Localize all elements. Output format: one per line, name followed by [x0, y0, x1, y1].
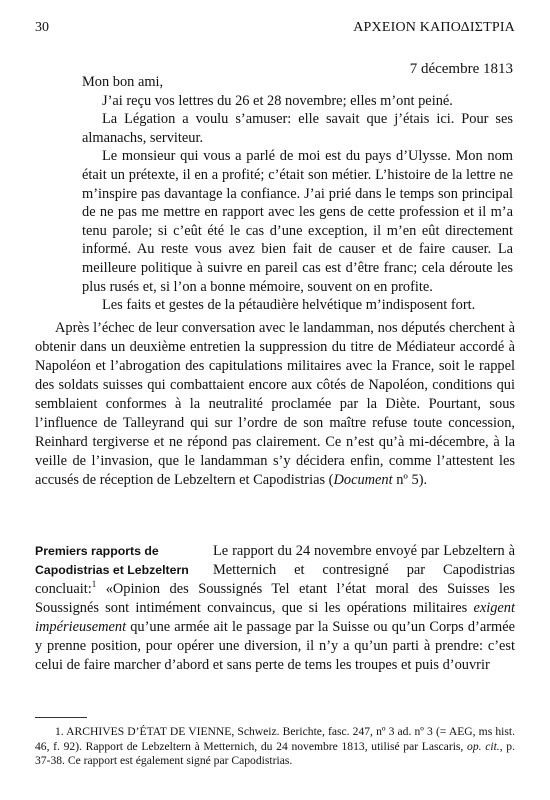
- section-paragraph: Le rapport du 24 novembre envoyé par Lebzeltern à Metternich et contresigné par Capodistrias concluait:$^1$ «Opinion des Soussignés Tel etant l’état moral des Suisses les Soussignés sont intimément convaincus, que si les opérations militaires exigent impérieusement qu’une armée ait le passage par la Suisse ou qu’un Corps d’armée y prenne position, pour opérer une diversion, il n’y a qu’un parti à prendre: c’est celui de faire marcher d’abord et sans perte de tems les troupes et puis d’ouvrir: [35, 543, 515, 673]
- page-number: 30: [35, 20, 49, 35]
- running-title: ΑΡΧΕΙΟΝ ΚΑΠΟΔΙΣΤΡΙΑ: [353, 20, 515, 35]
- letter-paragraph: La Légation a voulu s’amuser: elle savait que j’étais ici. Pour ses almanachs, serviteur.: [82, 111, 513, 146]
- body-paragraph: Après l’échec de leur conversation avec le landamman, nos députés cherchent à obtenir dans un deuxième entretien la suppression du titre de Médiateur accordé à Napoléon et l’abrogation des capitulations militaires avec la France, soit le rappel des soldats suisses qui combattaient encore aux côtés de Napoléon, conditions qui semblaient conformes à la neutralité proclamée par la Diète. Pourtant, sous l’influence de Talleyrand qui sur l’ordre de son maître refuse toute concession, Reinhard tergiverse et ne répond pas clairement. Ce n’est qu’à mi-décembre, à la veille de l’invasion, que le landamman s’y décidera enfin, comme l’attestent les accusés de réception de Lebzeltern et Capodistrias (Document nº 5).: [35, 320, 515, 488]
- quoted-letter: [82, 73, 513, 315]
- letter-salutation: Mon bon ami,: [82, 74, 164, 90]
- letter-paragraph: J’ai reçu vos lettres du 26 et 28 novembre; elles m’ont peiné.: [102, 92, 453, 109]
- letter-paragraph: Les faits et gestes de la pétaudière helvétique m’indisposent fort.: [102, 297, 476, 314]
- section-heading: Premiers rapports de Capodistrias et Lebzeltern: [35, 544, 189, 577]
- footnote-divider: [35, 717, 87, 718]
- footnote: 1. ARCHIVES D’ÉTAT DE VIENNE, Schweiz. Berichte, fasc. 247, nº 3 ad. nº 3 (= AEG, ms hist. 46, f. 92). Rapport de Lebzeltern à Metternich, du 24 novembre 1813, utilisé par Lascaris, op. cit., p. 37-38. Ce rapport est également signé par Capodistrias.: [35, 725, 515, 767]
- letter-date: 7 décembre 1813: [409, 61, 513, 77]
- footnote-ref[interactable]: 1: [91, 579, 97, 590]
- letter-paragraph: Le monsieur qui vous a parlé de moi est du pays d’Ulysse. Mon nom était un prétexte, il en a profité; c’était son métier. L’histoire de la lettre ne m’inspire pas davantage la confiance. J’ai prié dans le temps son principal de ne pas me mettre en rapport avec les gens de cette profession et il m’a tenu parole; si c’eût été le cas d’une exception, il m’en eût directement informé. Au reste vous avez bien fait de causer et de faire causer. La meilleure politique à suivre en pareil cas est d’être franc; cela déroute les plus rusés et, si l’on a bonne mémoire, souvent on en profite.: [82, 148, 513, 295]
- section-premiers-rapports: [35, 542, 515, 675]
